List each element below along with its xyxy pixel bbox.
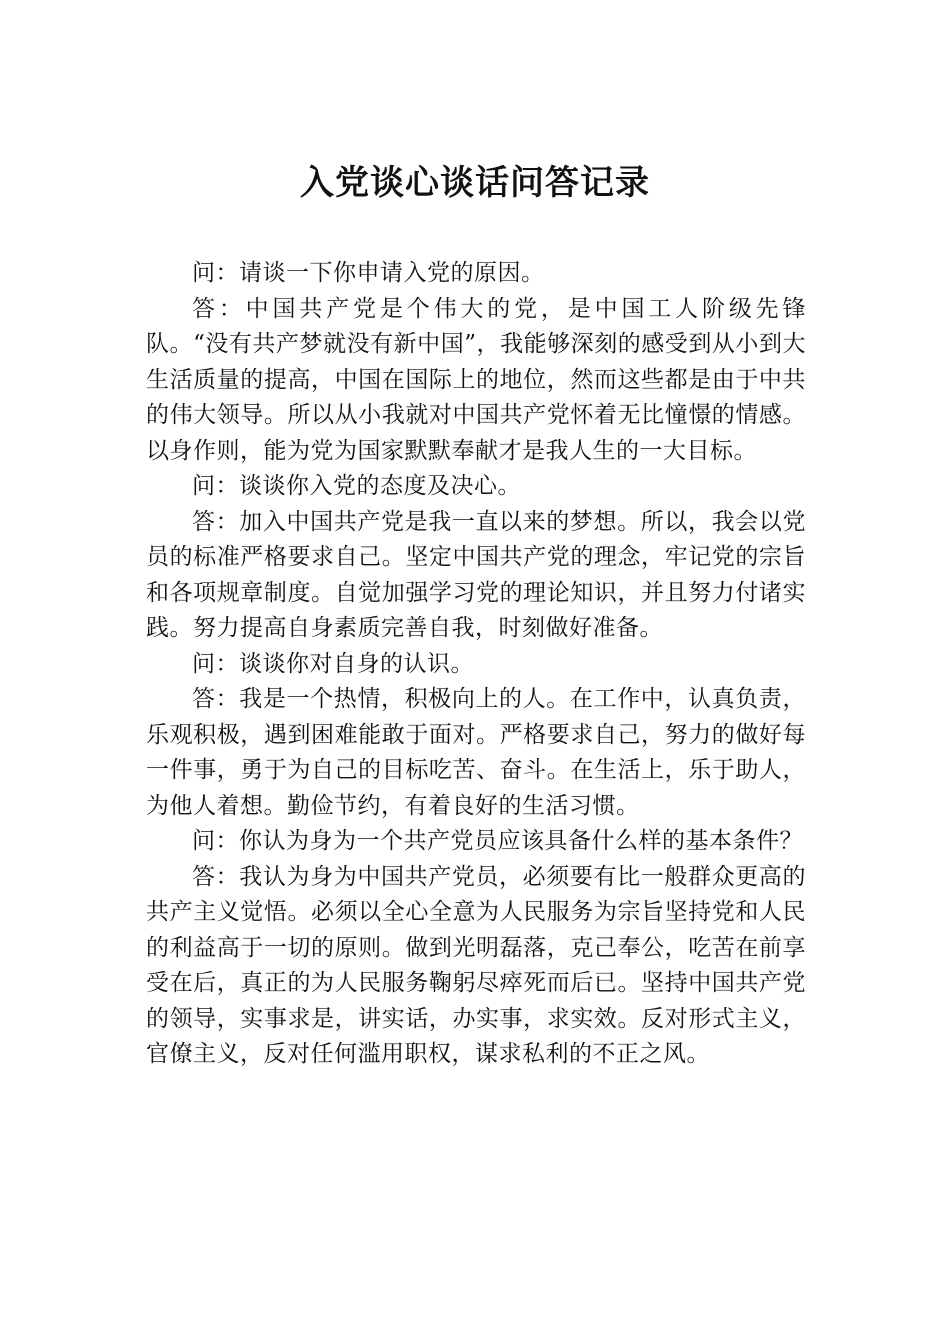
answer-paragraph: 答：中国共产党是个伟大的党，是中国工人阶级先锋队。“没有共产梦就没有新中国”，我能够深刻的感受到从小到大生活质量的提高，中国在国际上的地位，然而这些都是由于中共的伟大领导。所以从小我就对中国共产党怀着无比憧憬的情感。以身作则，能为党为国家默默奉献才是我人生的一大目标。: [146, 295, 806, 464]
answer-paragraph: 答：我是一个热情，积极向上的人。在工作中，认真负责，乐观积极，遇到困难能敢于面对。严格要求自己，努力的做好每一件事，勇于为自己的目标吃苦、奋斗。在生活上，乐于助人，为他人着想。勤俭节约，有着良好的生活习惯。: [146, 686, 806, 819]
answer-paragraph: 答：我认为身为中国共产党员，必须要有比一般群众更高的共产主义觉悟。必须以全心全意为人民服务为宗旨坚持党和人民的利益高于一切的原则。做到光明磊落，克己奉公，吃苦在前享受在后，真正的为人民服务鞠躬尽瘁死而后已。坚持中国共产党的领导，实事求是，讲实话，办实事，求实效。反对形式主义，官僚主义，反对任何滥用职权，谋求私利的不正之风。: [146, 863, 806, 1067]
document-title: 入党谈心谈话问答记录: [300, 163, 650, 203]
question-paragraph: 问：你认为身为一个共产党员应该具备什么样的基本条件？: [192, 828, 803, 854]
answer-paragraph: 答：加入中国共产党是我一直以来的梦想。所以，我会以党员的标准严格要求自己。坚定中国共产党的理念，牢记党的宗旨和各项规章制度。自觉加强学习党的理论知识，并且努力付诸实践。努力提高自身素质完善自我，时刻做好准备。: [146, 508, 806, 641]
document-body: [146, 256, 806, 1073]
question-paragraph: 问：谈谈你对自身的认识。: [192, 650, 474, 677]
question-paragraph: 问：谈谈你入党的态度及决心。: [192, 473, 521, 499]
question-paragraph: 问：请谈一下你申请入党的原因。: [192, 260, 545, 286]
